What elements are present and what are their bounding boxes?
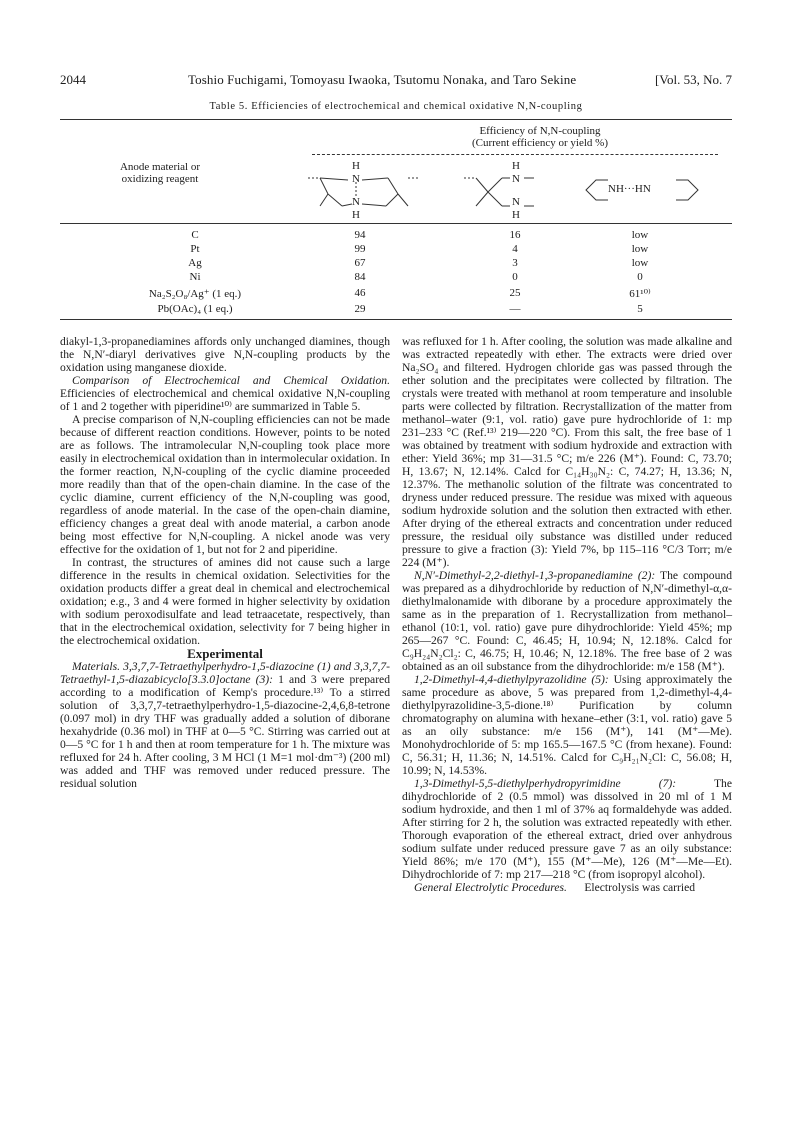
paragraph-heading: 1,2-Dimethyl-4,4-diethylpyrazolidine (5): <box>414 673 609 686</box>
paragraph-body: The dihydrochloride of 2 (0.5 mmol) was dissolved in 20 ml of 1 M sodium hydroxide, and then 1 ml of 37% aq formaldehyde was added. After stirring for 2 h, the solution was extracted repeatedly with ether. Thorough evaporation of the ethereal extract, dried over anhydrous sodium sulfate under reduced pressure gave 7 as an oily substance: Yield 86%; m/e 170 (M⁺), 155 (M⁺—Me), 126 (M⁺—Me—Et). Dihydrochloride of 7: mp 217—218 °C (from isopropyl alcohol). <box>402 777 733 881</box>
row-header-line1: Anode material or <box>119 161 201 173</box>
column-header-line1: Efficiency of N,N-coupling <box>479 125 601 137</box>
author-line: Toshio Fuchigami, Tomoyasu Iwaoka, Tsutomu Nonaka, and Taro Sekine <box>188 72 577 87</box>
table-cell-value: 0 <box>637 271 643 283</box>
table-cell-value: 29 <box>354 303 366 315</box>
column-header-line2: (Current efficiency or yield %) <box>471 137 609 149</box>
left-column <box>60 335 390 790</box>
paragraph <box>60 660 390 790</box>
paragraph-body: Electrolysis was carried <box>566 881 696 894</box>
paragraph <box>60 374 390 413</box>
structure1-h-top: H <box>352 160 360 172</box>
table-row <box>60 303 732 317</box>
paragraph-heading: N,N′-Dimethyl-2,2-diethyl-1,3-propanediamine (2): <box>414 569 656 582</box>
table-cell-value: 3 <box>512 257 518 269</box>
paragraph-body: The compound was prepared as a dihydrochloride by reduction of N,N′-dimethyl-α,α-diethylmalonamide with diborane by a procedure approximately the same as in the preparation of 1. Recrystallization from methanol–ethanol (10:1, vol. ratio) gave pure dihydrochloride: Yield 45%; mp 265—267 °C. Found: C, 46.45; H, 10.94; N, 12.18%. Calcd for C₉H₂₄N₂Cl₂: C, 46.75; H, 10.46; N, 12.18%. The free base of 2 was obtained as an oil substance from the dihydrochloride: m/e 158 (M⁺). <box>402 569 732 673</box>
paragraph <box>402 569 732 673</box>
column-header <box>380 125 700 149</box>
table-bottom-rule <box>60 319 732 320</box>
paragraph: diakyl-1,3-propanediamines affords only unchanged diamines, though the N,N′-diaryl derivatives give N,N-coupling products by the oxidation using manganese dioxide. <box>60 335 390 374</box>
paragraph <box>402 673 732 777</box>
structure2-n-top: N <box>512 173 520 185</box>
row-header-line2: oxidizing reagent <box>121 173 199 185</box>
table-cell-reagent: Ag <box>188 257 202 269</box>
volume-info: [Vol. 53, No. 7 <box>654 72 732 87</box>
paragraph <box>402 881 732 894</box>
table-cell-value: 94 <box>354 229 366 241</box>
table-cell-value: 46 <box>354 287 366 299</box>
table-cell-value: 84 <box>354 271 366 283</box>
table-cell-value: 4 <box>512 243 518 255</box>
table-caption: Table 5. Efficiencies of electrochemical and chemical oxidative N,N-coupling <box>209 101 583 112</box>
table-cell-reagent: Pt <box>190 243 200 255</box>
paragraph-heading: Comparison of Electrochemical and Chemical Oxidation. <box>72 374 390 387</box>
table-cell-value: low <box>631 229 649 241</box>
right-column <box>402 335 732 894</box>
row-header <box>60 161 260 185</box>
running-head <box>60 72 732 90</box>
table-cell-reagent: Na₂S₂O₈/Ag⁺ (1 eq.) <box>148 288 242 300</box>
paragraph-heading: 1,3-Dimethyl-5,5-diethylperhydropyrimidine (7): <box>414 777 677 790</box>
structure2-h-bottom: H <box>512 209 520 221</box>
structure-piperidine <box>582 172 702 208</box>
structure2-h-top: H <box>512 160 520 172</box>
paragraph-heading: Materials. 3,3,7,7-Tetraethylperhydro-1,5-diazocine (1) and 3,3,7,7-Tetraethyl-1,5-diazabicyclo[3.3.0]octane (3): <box>60 660 390 686</box>
column-header-rule <box>312 154 718 155</box>
table-cell-value: low <box>631 257 649 269</box>
table-cell-value: 5 <box>637 303 643 315</box>
structure2-n-bottom: N <box>512 196 520 208</box>
paragraph-body: 1 and 3 were prepared according to a modification of Kemp's procedure.¹³⁾ To a stirred solution of 3,3,7,7-tetraethylperhydro-1,5-diazocine-2,4,6,8-tetrone (0.097 mol) in dry THF was gradually added a solution of diborane hexahydride (0.36 mol) in THF at 0—5 °C. Stirring was carried out at 0—5 °C for 1 h and then at room temperature for 1 h. The mixture was refluxed for 24 h. After cooling, 3 M HCl (1 M=1 mol·dm⁻³) (200 ml) was added and THF was removed under reduced pressure. The residual solution <box>60 673 390 790</box>
table-header-rule <box>60 223 732 224</box>
table-cell-value: 61¹⁰⁾ <box>629 288 651 300</box>
table-cell-value: 67 <box>354 257 366 269</box>
paragraph-heading: General Electrolytic Procedures. <box>414 881 567 894</box>
structure1-n-bottom: N <box>352 196 360 208</box>
section-title: Experimental <box>187 646 263 661</box>
structure-cyclic-diamine-drawing <box>300 160 430 222</box>
paragraph <box>402 777 732 881</box>
table-cell-value: low <box>631 243 649 255</box>
structure-cyclic-diamine <box>300 160 430 222</box>
table-row <box>60 243 732 257</box>
structure-open-chain-diamine-drawing <box>460 160 560 222</box>
paragraph-body: Efficiencies of electrochemical and chemical oxidative N,N-coupling of 1 and 2 together with piperidine¹⁰⁾ are summarized in Table 5. <box>60 387 390 413</box>
table-row <box>60 229 732 243</box>
page-number: 2044 <box>60 72 86 87</box>
table-row <box>60 257 732 271</box>
structure3-label: NH···HN <box>608 183 651 195</box>
table-cell-value: 0 <box>512 271 518 283</box>
table-cell-value: 16 <box>509 229 521 241</box>
table-cell-value: — <box>509 303 521 315</box>
paragraph-body: Using approximately the same procedure as above, 5 was prepared from 1,2-dimethyl-4,4-diethylpyrazolidine-3,5-dione.¹⁸⁾ Purification by column chromatography on alumina with hexane–ether (3:1, vol. ratio) gave 5 as an oily substance: m/e 156 (M⁺), 141 (M⁺—Me). Monohydrochloride of 5: mp 165.5—167.5 °C (from hexane). Found: C, 56.31; H, 11.36; N, 14.51%. Calcd for C₉H₂₁N₂Cl: C, 56.08; H, 10.99; N, 14.53%. <box>402 673 732 777</box>
table-cell-reagent: Pb(OAc)₄ (1 eq.) <box>157 303 233 315</box>
table-top-rule <box>60 119 732 120</box>
table-cell-value: 99 <box>354 243 366 255</box>
paragraph: In contrast, the structures of amines did not cause such a large difference in the results in chemical oxidation. Selectivities for the oxidation products differ a great deal in chemical and electrochemical oxidation; e.g., 3 and 4 were formed in higher selectivity by oxidation with sodium peroxodisulfate and lead tetraacetate, respectively, than that in the electrochemical oxidation, selectivity for 7 being higher in the electrochemical oxidation. <box>60 556 390 647</box>
table-cell-reagent: C <box>191 229 199 241</box>
paragraph: was refluxed for 1 h. After cooling, the solution was made alkaline and was extracted repeatedly with ether. The extracts were dried over Na₂SO₄ and filtered. Hydrogen chloride gas was passed through the ether solution and the precipitates were collected by filtration. The crystals were treated with methanol at room temperature and insoluble parts were collected by filtration. Recrystallization of the matter from methanol–water (9:1, vol. ratio) gave pure hydrochloride of 1: mp 231–233 °C (Ref.¹³⁾ 219—220 °C). From this salt, the free base of 1 was obtained by treatment with sodium hydroxide and extraction with ether: Yield 36%; mp 31—31.5 °C; m/e 226 (M⁺). Found: C, 73.70; H, 13.67; N, 12.14%. Calcd for C₁₄H₃₀N₂: C, 74.27; H, 13.36; N, 12.37%. The methanolic solution of the filtrate was concentrated to dryness under reduced pressure. The residue was mixed with aqueous sodium hydroxide solution and the solution then extracted with ether. After drying of the ethereal extracts and concentration under reduced pressure, the residual oily substance was distilled under reduced pressure to give a fraction (3): Yield 7%, bp 115–116 °C/3 Torr; m/e 224 (M⁺). <box>402 335 732 569</box>
paragraph: A precise comparison of N,N-coupling efficiencies can not be made because of different reaction conditions. However, points to be noted are as follows. The intramolecular N,N-coupling took place more easily in electrochemical oxidation than in intermolecular oxidation. In the former reaction, N,N-coupling of the cyclic diamine proceeded more readily than that of the open-chain diamine. In the case of the cyclic diamine, current efficiency of the N,N-coupling was good, regardless of anode material. In the case of the open-chain diamine, efficiency changes a great deal with anode material, a carbon anode being most effective for N,N-coupling. A nickel anode was very effective for the oxidation of 1, but not for 2 and piperidine. <box>60 413 390 556</box>
table-cell-reagent: Ni <box>189 271 201 283</box>
structure1-n-top: N <box>352 173 360 185</box>
table-cell-value: 25 <box>509 287 521 299</box>
table-row <box>60 287 732 301</box>
table-row <box>60 271 732 285</box>
structure-open-chain-diamine <box>460 160 560 222</box>
structure1-h-bottom: H <box>352 209 360 221</box>
